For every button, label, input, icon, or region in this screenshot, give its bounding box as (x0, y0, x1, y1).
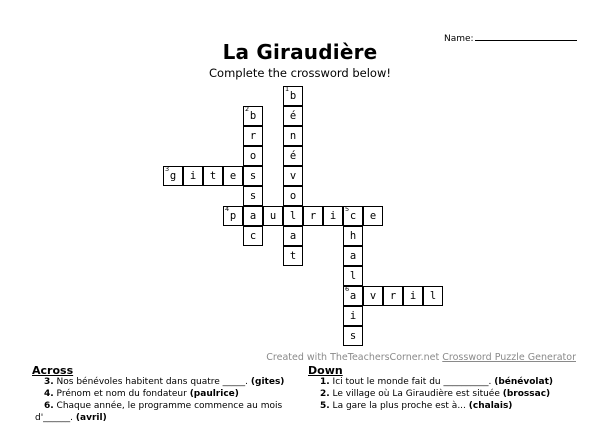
crossword-cell[interactable] (183, 166, 203, 186)
clue-item (44, 389, 239, 400)
cell-letter: i (329, 210, 337, 222)
page-subtitle: Complete the crossword below! (209, 66, 391, 80)
clue-answer: (gites) (250, 377, 285, 387)
crossword-cell[interactable] (283, 86, 303, 106)
clue-number: 2. (320, 389, 330, 399)
cell-letter: é (289, 110, 297, 122)
cell-letter: p (229, 210, 237, 222)
crossword-cell[interactable] (243, 186, 263, 206)
crossword-cell[interactable] (243, 226, 263, 246)
crossword-cell[interactable] (243, 126, 263, 146)
crossword-cell[interactable] (263, 206, 283, 226)
crossword-cell[interactable] (223, 166, 243, 186)
cell-letter: i (349, 310, 357, 322)
cell-letter: v (369, 290, 377, 302)
clue-number: 2 (245, 105, 250, 113)
clue-answer: (chalais) (468, 401, 513, 411)
cell-letter: o (289, 190, 297, 202)
cell-letter: s (249, 170, 257, 182)
crossword-cell[interactable] (343, 286, 363, 306)
clue-number: 3 (165, 165, 170, 173)
cell-letter: a (249, 210, 257, 222)
cell-letter: i (189, 170, 197, 182)
cell-letter: a (289, 230, 297, 242)
cell-letter: s (349, 330, 357, 342)
crossword-cell[interactable] (223, 206, 243, 226)
cell-letter: n (289, 130, 297, 142)
cell-letter: a (349, 250, 357, 262)
crossword-cell[interactable] (343, 246, 363, 266)
crossword-cell[interactable] (363, 286, 383, 306)
clue-number: 4 (225, 205, 230, 213)
clue-text: Chaque année, le programme commence au mois (53, 401, 283, 411)
crossword-cell[interactable] (283, 206, 303, 226)
cell-letter: o (249, 150, 257, 162)
cell-letter: b (289, 90, 297, 102)
crossword-cell[interactable] (243, 106, 263, 126)
cell-letter: s (249, 190, 257, 202)
clue-text: La gare la plus proche est à... (329, 401, 469, 411)
cell-letter: c (249, 230, 257, 242)
crossword-cell[interactable] (363, 206, 383, 226)
crossword-cell[interactable] (403, 286, 423, 306)
cell-letter: c (349, 210, 357, 222)
crossword-cell[interactable] (283, 126, 303, 146)
cell-letter: g (169, 170, 177, 182)
crossword-cell[interactable] (243, 206, 263, 226)
clue-number: 3. (44, 377, 54, 387)
crossword-cell[interactable] (283, 186, 303, 206)
clue-answer: (bénévolat) (494, 377, 553, 387)
crossword-cell[interactable] (343, 206, 363, 226)
cell-letter: e (369, 210, 377, 222)
across-heading: Across (32, 364, 74, 377)
clue-number: 4. (44, 389, 54, 399)
clue-item-continued (35, 413, 107, 424)
cell-letter: b (249, 110, 257, 122)
crossword-cell[interactable] (343, 266, 363, 286)
cell-letter: r (309, 210, 317, 222)
clue-item (320, 389, 550, 400)
clue-number: 5 (345, 205, 350, 213)
crossword-cell[interactable] (283, 166, 303, 186)
crossword-cell[interactable] (323, 206, 343, 226)
clue-text: Le village où La Giraudière est située (329, 389, 503, 399)
cell-letter: l (289, 210, 297, 222)
cell-letter: r (249, 130, 257, 142)
cell-letter: t (209, 170, 217, 182)
cell-letter: l (349, 270, 357, 282)
cell-letter: t (289, 250, 297, 262)
cell-letter: é (289, 150, 297, 162)
crossword-cell[interactable] (243, 166, 263, 186)
clue-item (320, 401, 512, 412)
clue-text: Ici tout le monde fait du __________. (329, 377, 495, 387)
crossword-cell[interactable] (343, 306, 363, 326)
cell-letter: a (349, 290, 357, 302)
crossword-cell[interactable] (163, 166, 183, 186)
cell-letter: e (229, 170, 237, 182)
clue-text: Nos bénévoles habitent dans quatre _____. (53, 377, 251, 387)
cell-letter: r (389, 290, 397, 302)
clue-number: 6 (345, 285, 350, 293)
down-heading: Down (308, 364, 343, 377)
cell-letter: v (289, 170, 297, 182)
crossword-cell[interactable] (283, 146, 303, 166)
clue-text: Prénom et nom du fondateur (53, 389, 190, 399)
crossword-cell[interactable] (383, 286, 403, 306)
clue-number: 6. (44, 401, 54, 411)
clue-number: 1 (285, 85, 290, 93)
generator-link[interactable]: Crossword Puzzle Generator (442, 352, 576, 363)
clue-number: 5. (320, 401, 330, 411)
cell-letter: u (269, 210, 277, 222)
clue-answer: (brossac) (502, 389, 551, 399)
cell-letter: l (429, 290, 437, 302)
crossword-cell[interactable] (283, 246, 303, 266)
clue-item (44, 377, 284, 388)
clue-item (320, 377, 553, 388)
clue-text: d'______. (35, 413, 76, 423)
crossword-cell[interactable] (283, 106, 303, 126)
crossword-cell[interactable] (283, 226, 303, 246)
crossword-cell[interactable] (423, 286, 443, 306)
cell-letter: h (349, 230, 357, 242)
crossword-cell[interactable] (343, 226, 363, 246)
name-label: Name: (444, 34, 474, 44)
crossword-cell[interactable] (303, 206, 323, 226)
page-title: La Giraudière (222, 40, 378, 64)
clue-answer: (avril) (75, 413, 107, 423)
crossword-cell[interactable] (243, 146, 263, 166)
clue-answer: (paulrice) (189, 389, 239, 399)
crossword-cell[interactable] (343, 326, 363, 346)
crossword-cell[interactable] (203, 166, 223, 186)
cell-letter: i (409, 290, 417, 302)
credit-line (266, 352, 576, 363)
clue-item (44, 401, 282, 412)
credit-text: Created with TheTeachersCorner.net (266, 352, 443, 363)
clue-number: 1. (320, 377, 330, 387)
